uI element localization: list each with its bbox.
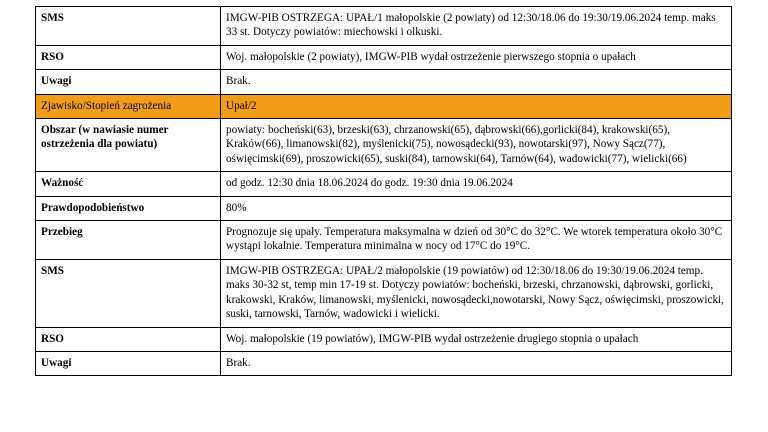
table-row-probability	[36, 196, 732, 220]
row-label: Uwagi	[36, 70, 221, 94]
table-row-rso-level1	[36, 45, 732, 69]
table-row-rso-level2	[36, 327, 732, 351]
row-value: Brak.	[221, 351, 732, 375]
row-label: SMS	[36, 7, 221, 46]
row-label: Przebieg	[36, 221, 221, 260]
row-value: powiaty: bocheński(63), brzeski(63), chrzanowski(65), dąbrowski(66),gorlicki(84), krakowski(65), Kraków(66), limanowski(82), myślenicki(75), nowosądecki(93), nowotarski(97), Nowy Sącz(77), oświęcimski(69), proszowicki(65), suski(84), tarnowski(64), Tarnów(64), wadowicki(77), wielicki(66)	[221, 119, 732, 172]
row-value: Brak.	[221, 70, 732, 94]
row-label: Prawdopodobieństwo	[36, 196, 221, 220]
row-value: 80%	[221, 196, 732, 220]
row-value: IMGW-PIB OSTRZEGA: UPAŁ/1 małopolskie (2 powiaty) od 12:30/18.06 do 19:30/19.06.2024 temp. maks 33 st. Dotyczy powiatów: miechowski i olkuski.	[221, 7, 732, 46]
row-label: SMS	[36, 259, 221, 327]
row-value: Prognozuje się upały. Temperatura maksymalna w dzień od 30°C do 32°C. We wtorek temperatura około 30°C wystąpi lokalnie. Temperatura minimalna w nocy od 17°C do 19°C.	[221, 221, 732, 260]
table-row-validity	[36, 172, 732, 196]
table-row-course	[36, 221, 732, 260]
table-row-phenomenon-level2	[36, 94, 732, 118]
row-value: Upał/2	[221, 94, 732, 118]
row-value: Woj. małopolskie (19 powiatów), IMGW-PIB wydał ostrzeżenie drugiego stopnia o upałach	[221, 327, 732, 351]
row-label: Zjawisko/Stopień zagrożenia	[36, 94, 221, 118]
row-value: Woj. małopolskie (2 powiaty), IMGW-PIB wydał ostrzeżenie pierwszego stopnia o upałach	[221, 45, 732, 69]
table-row-sms-level2	[36, 259, 732, 327]
row-label: RSO	[36, 45, 221, 69]
row-label: Uwagi	[36, 351, 221, 375]
row-value: IMGW-PIB OSTRZEGA: UPAŁ/2 małopolskie (19 powiatów) od 12:30/18.06 do 19:30/19.06.2024 temp. maks 30-32 st, temp min 17-19 st. Dotyczy powiatów: bocheński, brzeski, chrzanowski, dąbrowski, gorlicki, krakowski, Kraków, limanowski, myślenicki, nowosądecki,nowotarski, Nowy Sącz, oświęcimski, proszowicki, suski, tarnowski, Tarnów, wadowicki i wielicki.	[221, 259, 732, 327]
row-label: Ważność	[36, 172, 221, 196]
table-row-area	[36, 119, 732, 172]
row-label: Obszar (w nawiasie numer ostrzeżenia dla powiatu)	[36, 119, 221, 172]
table-row-uwagi-level2	[36, 351, 732, 375]
warning-table	[35, 6, 732, 376]
row-value: od godz. 12:30 dnia 18.06.2024 do godz. 19:30 dnia 19.06.2024	[221, 172, 732, 196]
row-label: RSO	[36, 327, 221, 351]
table-row-sms-level1	[36, 7, 732, 46]
table-row-uwagi-level1	[36, 70, 732, 94]
